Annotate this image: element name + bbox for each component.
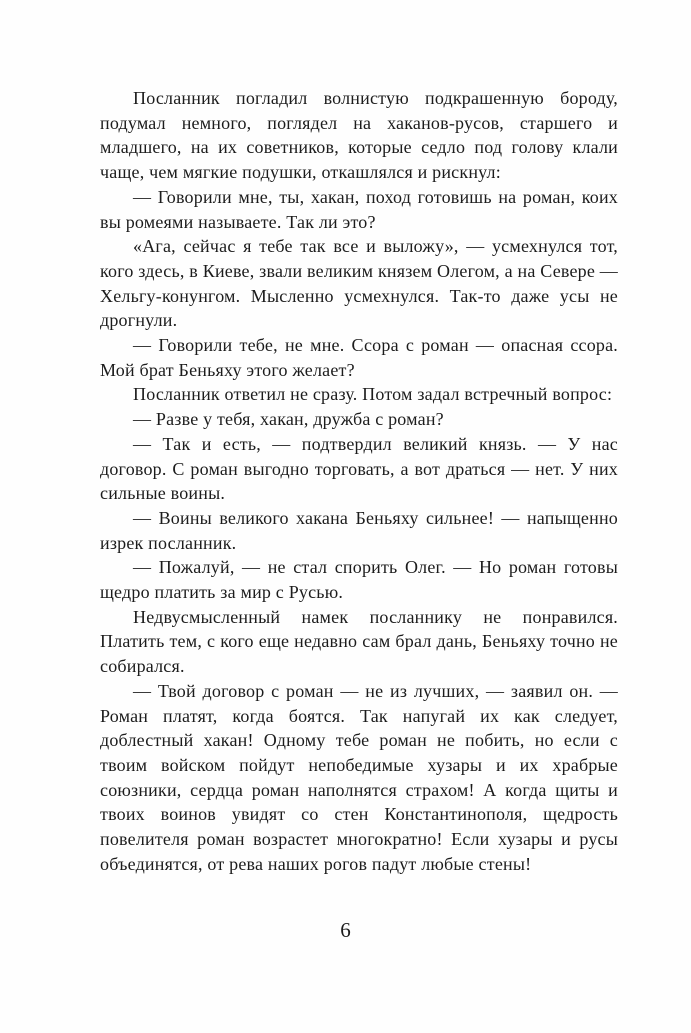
- page-number: 6: [340, 918, 351, 942]
- paragraph: «Ага, сейчас я тебе так все и выложу», — усмехнулся тот, кого здесь, в Киеве, звали великим князем Олегом, а на Севере — Хельгу-конунгом. Мысленно усмехнулся. Так-то даже усы не дрогнули.: [100, 236, 618, 331]
- paragraph: — Разве у тебя, хакан, дружба с роман?: [133, 409, 444, 430]
- paragraph: — Пожалуй, — не стал спорить Олег. — Но роман готовы щедро платить за мир с Русью.: [100, 557, 618, 603]
- paragraph: — Говорили мне, ты, хакан, поход готовишь на роман, коих вы ромеями называете. Так ли это?: [100, 186, 618, 232]
- page-text: [100, 86, 618, 877]
- paragraph: — Воины великого хакана Беньяху сильнее! — напыщенно изрек посланник.: [100, 507, 618, 553]
- paragraph: Недвусмысленный намек посланнику не понравился. Платить тем, с кого еще недавно сам брал дань, Беньяху точно не собирался.: [100, 606, 618, 677]
- paragraph: — Так и есть, — подтвердил великий князь. — У нас договор. С роман выгодно торговать, а вот драться — нет. У них сильные воины.: [100, 433, 618, 504]
- paragraph: Посланник ответил не сразу. Потом задал встречный вопрос:: [133, 384, 613, 405]
- paragraph: — Твой договор с роман — не из лучших, — заявил он. — Роман платят, когда боятся. Так напугай их как следует, доблестный хакан! Одному тебе роман не побить, но если с твоим войском пойдут непобедимые хузары и их храбрые союзники, сердца роман наполнятся страхом! А когда щиты и твоих воинов увидят со стен Константинополя, щедрость повелителя роман возрастет многократно! Если хузары и русы объединятся, от рева наших рогов падут любые стены!: [100, 680, 618, 874]
- paragraph: Посланник погладил волнистую подкрашенную бороду, подумал немного, поглядел на хаканов-русов, старшего и младшего, на их советников, которые седло под голову клали чаще, чем мягкие подушки, откашлялся и рискнул:: [100, 88, 618, 183]
- paragraph: — Говорили тебе, не мне. Ссора с роман — опасная ссора. Мой брат Беньяху этого желает?: [100, 335, 618, 380]
